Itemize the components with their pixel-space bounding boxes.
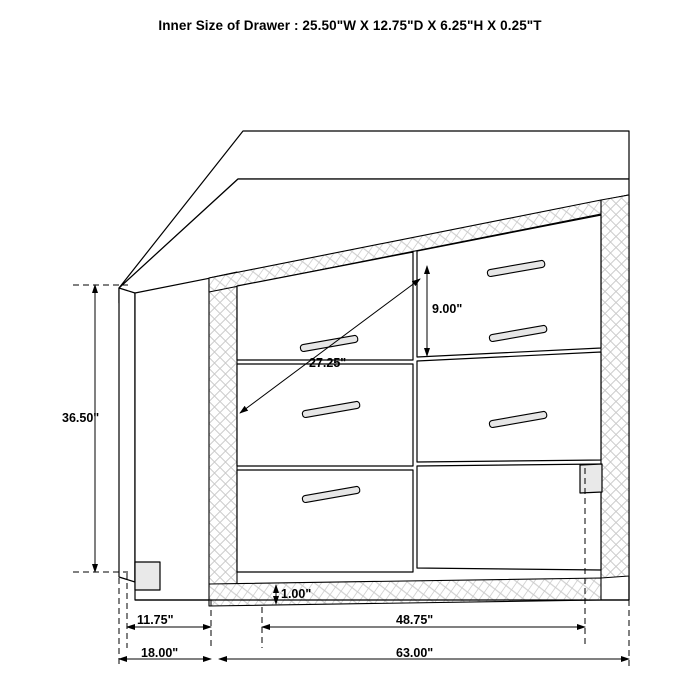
drawer-front-right-middle [417,352,601,462]
dim-label-total-width: 63.00" [396,646,434,660]
drawer-front-right-bottom [417,464,601,570]
drawer-front-left-middle [237,364,413,466]
drawer-front-left-bottom [237,470,413,572]
dim-label-drawer-height: 9.00" [432,302,463,316]
dim-label-side-depth: 11.75" [137,613,174,627]
foot-front-left [135,562,160,590]
dim-label-base-height: 1.00" [281,587,312,601]
dim-label-front-width: 48.75" [396,613,434,627]
left-side-panel [119,288,135,582]
dresser-body [119,131,629,606]
right-stile-texture [601,195,629,578]
dim-label-total-depth: 18.00" [141,646,179,660]
dim-label-height-overall: 36.50" [62,411,100,425]
page-title: Inner Size of Drawer : 25.50"W X 12.75"D X 6.25"H X 0.25"T [158,18,542,33]
left-stile-texture [209,272,237,584]
foot-front-right [580,464,602,493]
dim-label-drawer-width: 27.25" [309,356,347,370]
